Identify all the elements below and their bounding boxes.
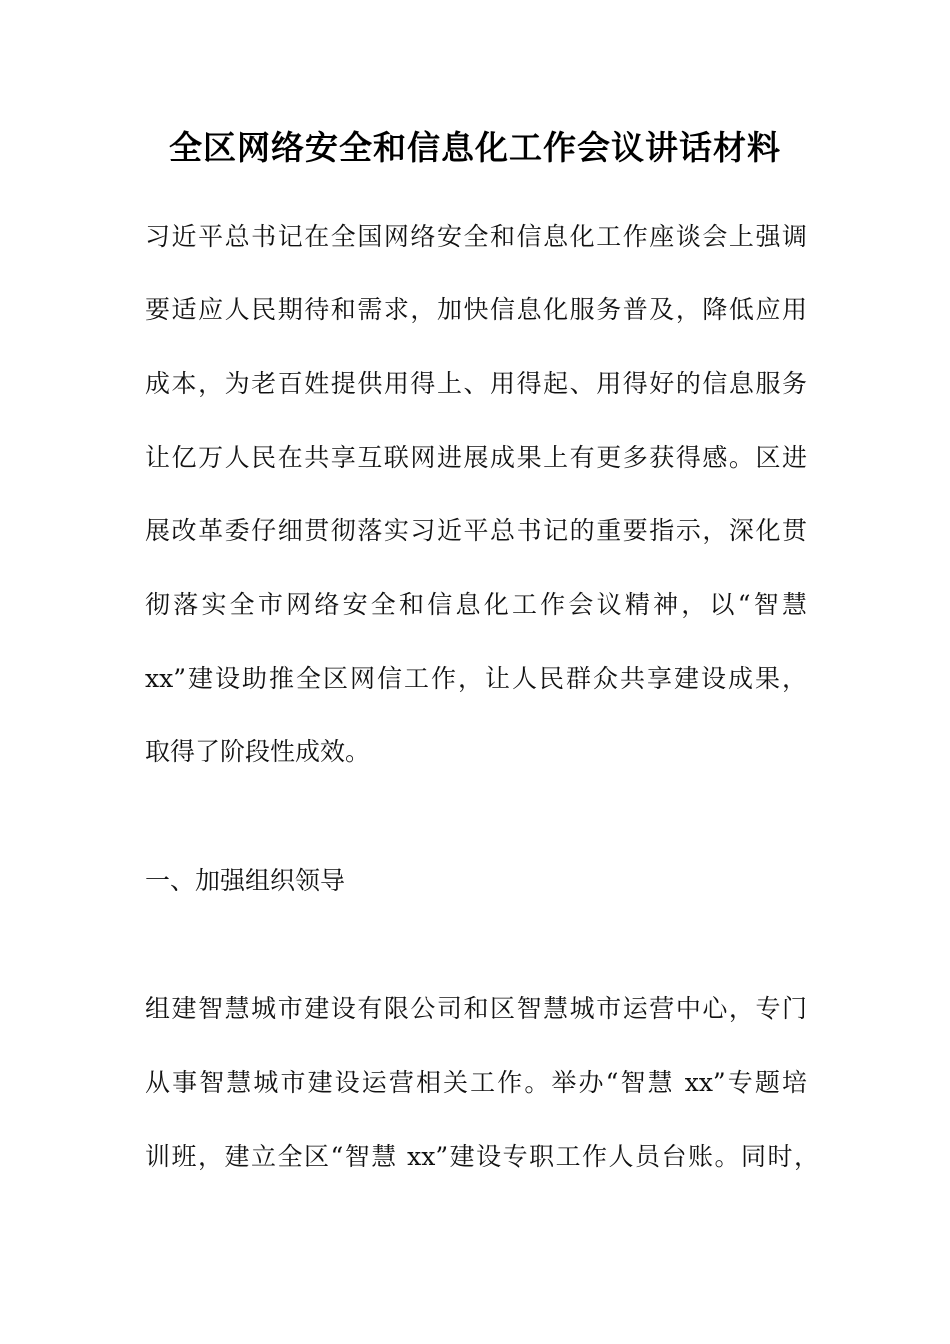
section-heading: 一、加强组织领导 [145,866,346,895]
paragraph-line: 训班，建立全区“智慧 xx”建设专职工作人员台账。同时， [145,1142,819,1171]
paragraph-line: 取得了阶段性成效。 [145,737,371,766]
paragraph-line: 让亿万人民在共享互联网进展成果上有更多获得感。区进 [145,443,807,472]
paragraph-line: 展改革委仔细贯彻落实习近平总书记的重要指示，深化贯 [145,516,807,545]
paragraph-line: 习近平总书记在全国网络安全和信息化工作座谈会上强调 [145,222,807,251]
paragraph-line: 组建智慧城市建设有限公司和区智慧城市运营中心，专门 [145,994,807,1023]
paragraph-line: xx”建设助推全区网信工作，让人民群众共享建设成果， [145,664,807,693]
paragraph-line: 成本，为老百姓提供用得上、用得起、用得好的信息服务 [145,369,807,398]
paragraph-line: 彻落实全市网络安全和信息化工作会议精神，以“智慧 [145,590,807,619]
document-title: 全区网络安全和信息化工作会议讲话材料 [169,128,781,167]
paragraph-line: 要适应人民期待和需求，加快信息化服务普及，降低应用 [145,295,807,324]
paragraph-line: 从事智慧城市建设运营相关工作。举办“智慧 xx”专题培 [145,1068,807,1097]
